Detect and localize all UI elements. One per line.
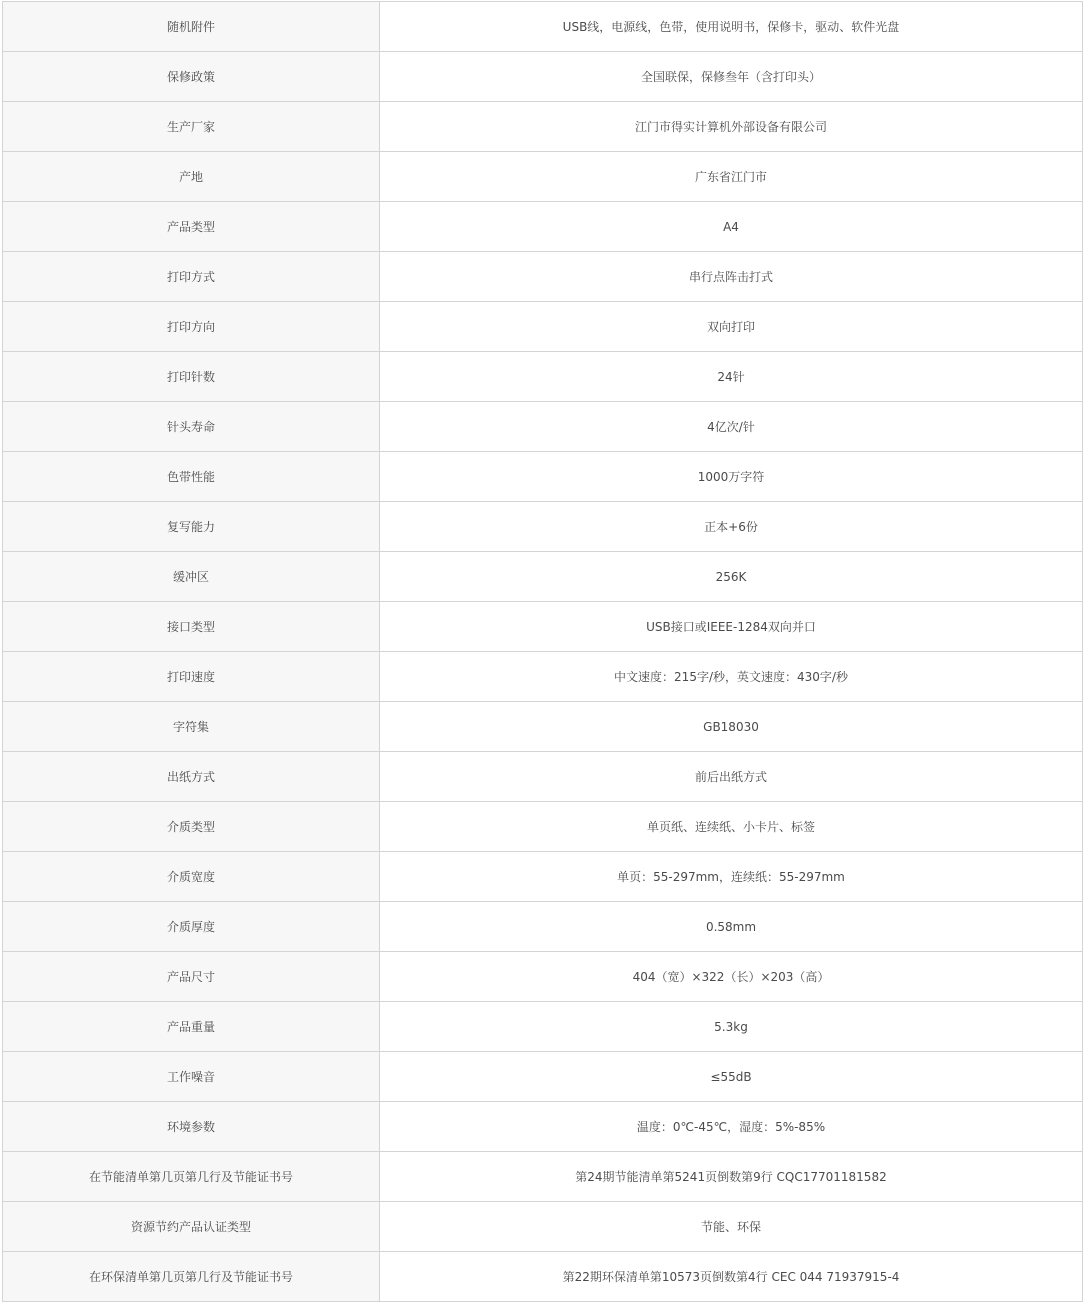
spec-row [3,152,1083,202]
spec-value: 0.58mm [380,902,1083,952]
spec-row [3,1252,1083,1302]
spec-row [3,502,1083,552]
spec-row [3,902,1083,952]
spec-row [3,602,1083,652]
spec-value: 节能、环保 [380,1202,1083,1252]
spec-value: USB线，电源线，色带，使用说明书，保修卡，驱动、软件光盘 [380,2,1083,52]
spec-row [3,302,1083,352]
spec-row [3,1102,1083,1152]
spec-value: 广东省江门市 [380,152,1083,202]
spec-label: 出纸方式 [3,752,380,802]
spec-value: 5.3kg [380,1002,1083,1052]
spec-label: 接口类型 [3,602,380,652]
spec-value: 24针 [380,352,1083,402]
spec-label: 打印方向 [3,302,380,352]
spec-value: 中文速度：215字/秒，英文速度：430字/秒 [380,652,1083,702]
spec-value: 4亿次/针 [380,402,1083,452]
spec-value: A4 [380,202,1083,252]
spec-label: 字符集 [3,702,380,752]
spec-row [3,1152,1083,1202]
spec-label: 打印速度 [3,652,380,702]
spec-label: 工作噪音 [3,1052,380,1102]
spec-row [3,402,1083,452]
spec-row [3,352,1083,402]
spec-table-body [3,2,1083,1302]
spec-table [2,1,1083,1302]
spec-value: USB接口或IEEE-1284双向并口 [380,602,1083,652]
spec-value: 前后出纸方式 [380,752,1083,802]
spec-label: 随机附件 [3,2,380,52]
spec-label: 色带性能 [3,452,380,502]
spec-row [3,702,1083,752]
spec-row [3,852,1083,902]
spec-value: 256K [380,552,1083,602]
spec-row [3,652,1083,702]
spec-value: 404（宽）×322（长）×203（高） [380,952,1083,1002]
spec-value: 温度：0℃-45℃，湿度：5%-85% [380,1102,1083,1152]
spec-label: 环境参数 [3,1102,380,1152]
spec-value: GB18030 [380,702,1083,752]
spec-value: 1000万字符 [380,452,1083,502]
spec-label: 在环保清单第几页第几行及节能证书号 [3,1252,380,1302]
spec-row [3,802,1083,852]
spec-row [3,202,1083,252]
spec-value: 全国联保，保修叁年（含打印头） [380,52,1083,102]
spec-label: 资源节约产品认证类型 [3,1202,380,1252]
spec-label: 产地 [3,152,380,202]
spec-label: 打印方式 [3,252,380,302]
spec-label: 生产厂家 [3,102,380,152]
spec-row [3,2,1083,52]
spec-label: 打印针数 [3,352,380,402]
spec-label: 产品类型 [3,202,380,252]
spec-value: 第24期节能清单第5241页倒数第9行 CQC17701181582 [380,1152,1083,1202]
spec-row [3,752,1083,802]
spec-label: 复写能力 [3,502,380,552]
spec-value: 单页：55-297mm，连续纸：55-297mm [380,852,1083,902]
spec-label: 介质厚度 [3,902,380,952]
spec-row [3,952,1083,1002]
spec-row [3,52,1083,102]
spec-row [3,252,1083,302]
spec-label: 缓冲区 [3,552,380,602]
spec-label: 在节能清单第几页第几行及节能证书号 [3,1152,380,1202]
spec-label: 保修政策 [3,52,380,102]
spec-label: 产品尺寸 [3,952,380,1002]
spec-row [3,1002,1083,1052]
spec-label: 介质宽度 [3,852,380,902]
spec-value: ≤55dB [380,1052,1083,1102]
spec-value: 正本+6份 [380,502,1083,552]
spec-label: 产品重量 [3,1002,380,1052]
spec-row [3,1202,1083,1252]
spec-value: 第22期环保清单第10573页倒数第4行 CEC 044 71937915-4 [380,1252,1083,1302]
spec-value: 串行点阵击打式 [380,252,1083,302]
spec-row [3,1052,1083,1102]
spec-row [3,452,1083,502]
spec-label: 介质类型 [3,802,380,852]
spec-label: 针头寿命 [3,402,380,452]
spec-value: 单页纸、连续纸、小卡片、标签 [380,802,1083,852]
spec-row [3,102,1083,152]
spec-value: 江门市得实计算机外部设备有限公司 [380,102,1083,152]
spec-row [3,552,1083,602]
spec-value: 双向打印 [380,302,1083,352]
